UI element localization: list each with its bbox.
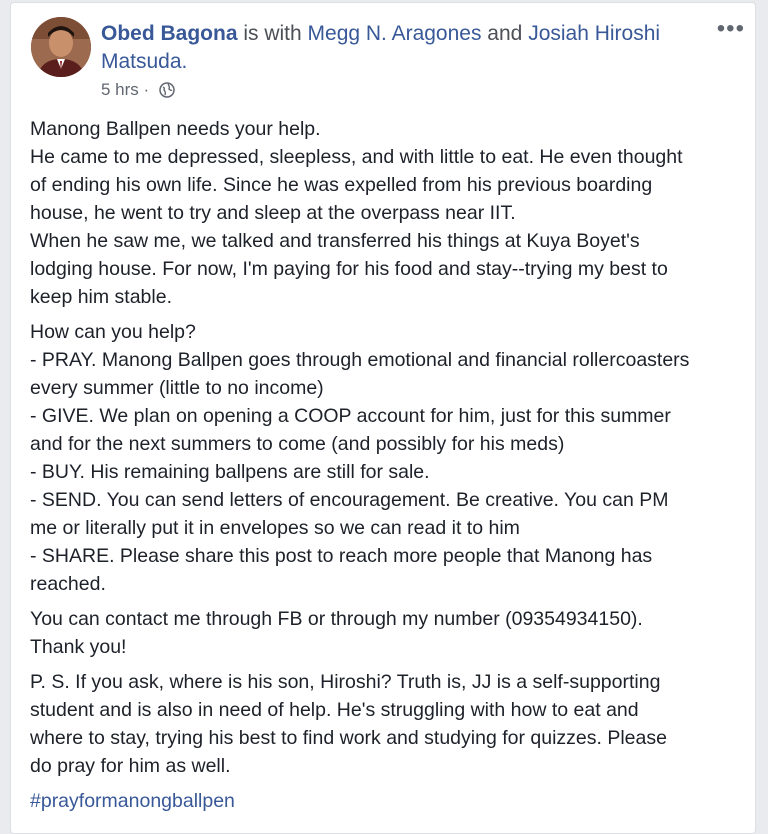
text-line: P. S. If you ask, where is his son, Hiroshi? Truth is, JJ is a self-supporting: [30, 671, 661, 693]
text-line: every summer (little to no income): [30, 377, 324, 399]
text-line: - SHARE. Please share this post to reach more people that Manong has: [30, 545, 653, 567]
paragraph-4: [30, 668, 742, 780]
post-time[interactable]: 5 hrs: [101, 80, 139, 99]
post-body: [30, 115, 742, 822]
time-separator: ·: [138, 80, 154, 99]
paragraph-3: [30, 605, 742, 661]
author-avatar[interactable]: [31, 17, 91, 77]
post-header: [101, 20, 701, 76]
text-line: do pray for him as well.: [30, 755, 231, 777]
text-line: - PRAY. Manong Ballpen goes through emotional and financial rollercoasters: [30, 349, 690, 371]
more-options-icon[interactable]: •••: [716, 15, 745, 42]
text-line: Manong Ballpen needs your help.: [30, 118, 321, 140]
text-line: When he saw me, we talked and transferred his things at Kuya Boyet's: [30, 230, 640, 252]
author-name[interactable]: Obed Bagona: [101, 22, 238, 45]
text-line: You can contact me through FB or through my number (09354934150).: [30, 608, 643, 630]
text-line: and for the next summers to come (and possibly for his meds): [30, 433, 565, 455]
paragraph-1: [30, 115, 742, 311]
text-line: lodging house. For now, I'm paying for his food and stay--trying my best to: [30, 258, 668, 280]
text-line: keep him stable.: [30, 286, 172, 308]
tagged-user-2[interactable]: Josiah Hiroshi Matsuda.: [101, 22, 661, 73]
text-line: - SEND. You can send letters of encouragement. Be creative. You can PM: [30, 489, 669, 511]
text-line: reached.: [30, 573, 106, 595]
text-line: me or literally put it in envelopes so we can read it to him: [30, 517, 520, 539]
with-text: is with: [237, 22, 308, 45]
tagged-user-1[interactable]: Megg N. Aragones: [307, 22, 482, 45]
and-text: and: [481, 22, 529, 45]
post-meta: [101, 80, 175, 100]
text-line: Thank you!: [30, 636, 127, 658]
text-line: of ending his own life. Since he was expelled from his previous boarding: [30, 174, 653, 196]
text-line: How can you help?: [30, 321, 196, 343]
post-card: [10, 2, 756, 834]
text-line: where to stay, trying his best to find work and studying for quizzes. Please: [30, 727, 667, 749]
avatar-image: [31, 17, 91, 77]
text-line: - BUY. His remaining ballpens are still for sale.: [30, 461, 430, 483]
text-line: house, he went to try and sleep at the overpass near IIT.: [30, 202, 516, 224]
globe-icon[interactable]: [159, 82, 175, 98]
paragraph-hashtag: [30, 787, 742, 815]
text-line: He came to me depressed, sleepless, and with little to eat. He even thought: [30, 146, 683, 168]
paragraph-2: [30, 318, 742, 598]
hashtag-link[interactable]: #prayformanongballpen: [30, 790, 235, 812]
text-line: - GIVE. We plan on opening a COOP account for him, just for this summer: [30, 405, 671, 427]
text-line: student and is also in need of help. He's struggling with how to eat and: [30, 699, 639, 721]
